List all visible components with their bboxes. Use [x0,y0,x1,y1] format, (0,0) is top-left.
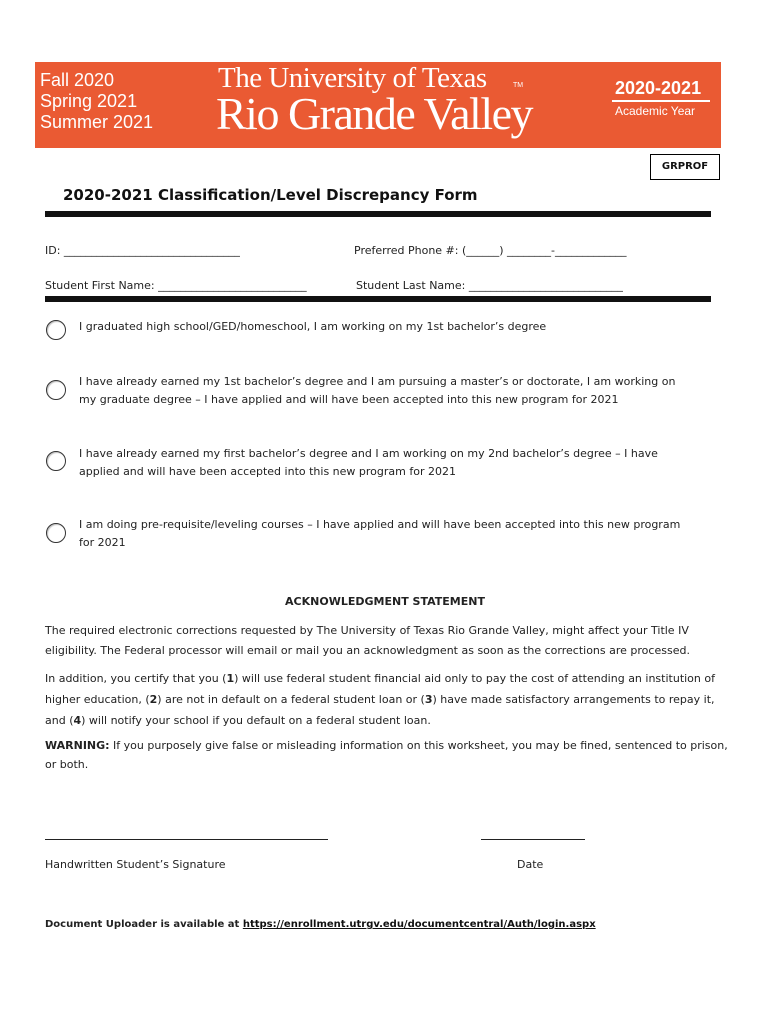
option-2-label: I have already earned my 1st bachelor’s degree and I am pursuing a master’s or doctorate, I am working on my graduate degree – I have applied and will have been accepted into this new program for 2021 [79,375,676,406]
form-title: 2020-2021 Classification/Level Discrepancy Form [63,186,478,204]
id-field[interactable]: ID: ________________________________ [45,244,240,257]
option-3-radio[interactable] [46,451,66,471]
para2-part-e: ) will notify your school if you default on a federal student loan. [81,714,431,727]
university-logo-line1: The University of Texas [218,62,487,94]
option-1-label: I graduated high school/GED/homeschool, I am working on my 1st bachelor’s degree [79,320,547,333]
fields-divider [45,296,711,302]
option-3-label: I have already earned my first bachelor’s degree and I am working on my 2nd bachelor’s degree – I have applied and will have been accepted into this new program for 2021 [79,447,658,478]
title-divider [45,211,711,217]
para2-part-b: ) will use federal student financial aid only to pay the cost of attending an institution of higher education, ( [45,672,715,706]
phone-field[interactable]: Preferred Phone #: (______) ________-_____________ [354,244,627,257]
warning-paragraph [45,736,729,774]
option-2-radio[interactable] [46,380,66,400]
last-name-field[interactable]: Student Last Name: ____________________________ [356,279,623,292]
academic-year-caption: Academic Year [615,104,696,118]
first-name-field[interactable]: Student First Name: ___________________________ [45,279,307,292]
cert-number-4: 4 [73,714,82,727]
acknowledgment-heading: ACKNOWLEDGMENT STATEMENT [285,595,485,608]
para2-part-d: ) have made satisfactory arrangements to repay it, and ( [45,693,715,727]
uploader-note [45,916,596,934]
date-label: Date [517,858,544,871]
warning-text: If you purposely give false or misleading information on this worksheet, you may be fined, sentenced to prison, or both. [45,739,728,771]
acknowledgment-paragraph-1: The required electronic corrections requested by The University of Texas Rio Grande Valley, might affect your Title IV eligibility. The Federal processor will email or mail you an acknowledgment as soon as the corrections are processed. [45,624,690,657]
cert-number-3: 3 [424,693,433,706]
option-4-radio[interactable] [46,523,66,543]
cert-number-1: 1 [226,672,235,685]
para2-part-c: ) are not in default on a federal student loan or ( [157,693,425,706]
option-4-label: I am doing pre-requisite/leveling courses – I have applied and will have been accepted into this new program for 2021 [79,518,681,549]
cert-number-2: 2 [149,693,158,706]
warning-label: WARNING: [45,739,110,752]
trademark-mark: TM [513,82,524,89]
signature-line[interactable] [45,839,328,840]
year-divider [612,100,710,102]
uploader-link[interactable]: https://enrollment.utrgv.edu/documentcentral/Auth/login.aspx [242,919,596,930]
para2-part-a: In addition, you certify that you ( [45,672,227,685]
term-spring: Spring 2021 [40,91,138,111]
option-1-radio[interactable] [46,320,66,340]
uploader-text: Document Uploader is available at [45,919,243,930]
university-logo-line2: Rio Grande Valley [216,88,533,139]
signature-label: Handwritten Student’s Signature [45,858,226,871]
date-line[interactable] [481,839,585,840]
academic-year: 2020-2021 [615,78,702,98]
term-list [40,70,153,133]
acknowledgment-paragraph-2 [45,668,729,731]
term-summer: Summer 2021 [40,112,154,132]
term-fall: Fall 2020 [40,70,115,90]
form-code-box: GRPROF [650,154,720,180]
